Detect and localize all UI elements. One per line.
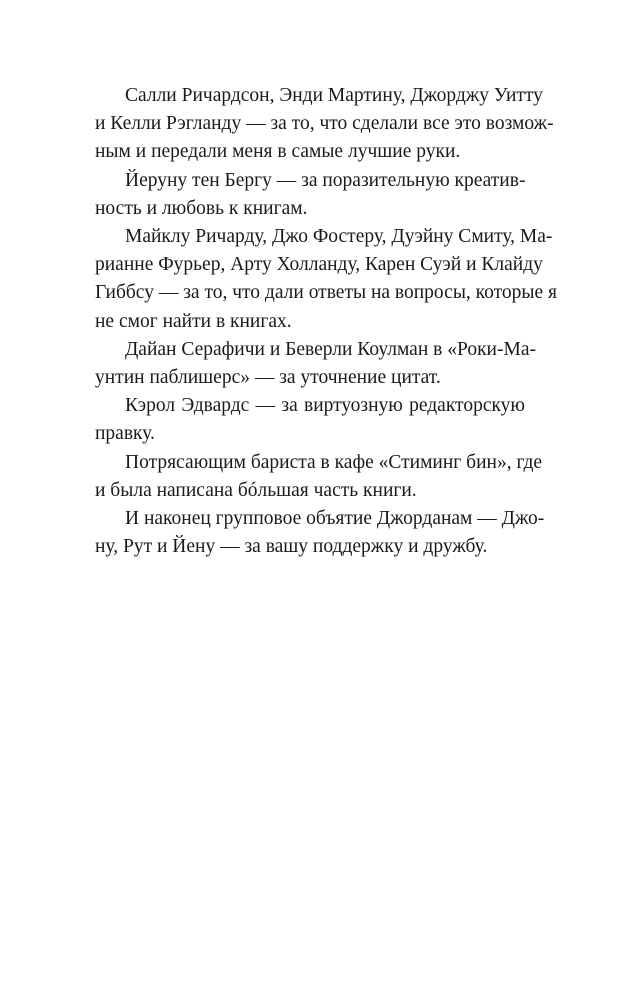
text-line: ность и любовь к книгам.: [95, 197, 308, 219]
text-line: правку.: [95, 423, 155, 445]
text-line: унтин паблишерс» — за уточнение цитат.: [95, 367, 441, 389]
text-line: Салли Ричардсон, Энди Мартину, Джорджу Уитту: [125, 85, 543, 106]
text-line: не смог найти в книгах.: [95, 310, 292, 332]
text-line: ну, Рут и Йену — за вашу поддержку и дружбу.: [95, 536, 488, 558]
text-line: Майклу Ричарду, Джо Фостеру, Дуэйну Смиту, Ма-: [125, 226, 553, 248]
text-line: Гиббсу — за то, что дали ответы на вопросы, которые я: [95, 282, 558, 304]
paragraph-edwards: [95, 392, 525, 448]
text-line: и Келли Рэгланду — за то, что сделали все это возмож-: [95, 113, 554, 135]
paragraph-barista: [95, 449, 543, 505]
text-line: Потрясающим бариста в кафе «Стиминг бин», где: [125, 451, 543, 473]
text-line: ным и передали меня в самые лучшие руки.: [95, 141, 461, 163]
text-line: Йеруну тен Бергу — за поразительную креатив-: [125, 169, 526, 191]
text-line: и была написана бóльшая часть книги.: [95, 479, 417, 501]
paragraph-jordans: [95, 505, 545, 561]
text-line: Кэрол Эдвардс — за виртуозную редакторскую: [125, 395, 525, 417]
paragraph-richardson: [95, 82, 554, 167]
text-line: И наконец групповое объятие Джорданам — Джо-: [125, 508, 545, 530]
paragraph-serafichi: [95, 336, 536, 392]
acknowledgements-text: [95, 82, 558, 561]
text-line: рианне Фурьер, Арту Холланду, Карен Суэй и Клайду: [95, 254, 543, 276]
paragraph-richard: [95, 223, 558, 336]
text-line: Дайан Серафичи и Беверли Коулман в «Роки-Ма-: [125, 338, 536, 360]
paragraph-ten-berg: [95, 167, 525, 223]
